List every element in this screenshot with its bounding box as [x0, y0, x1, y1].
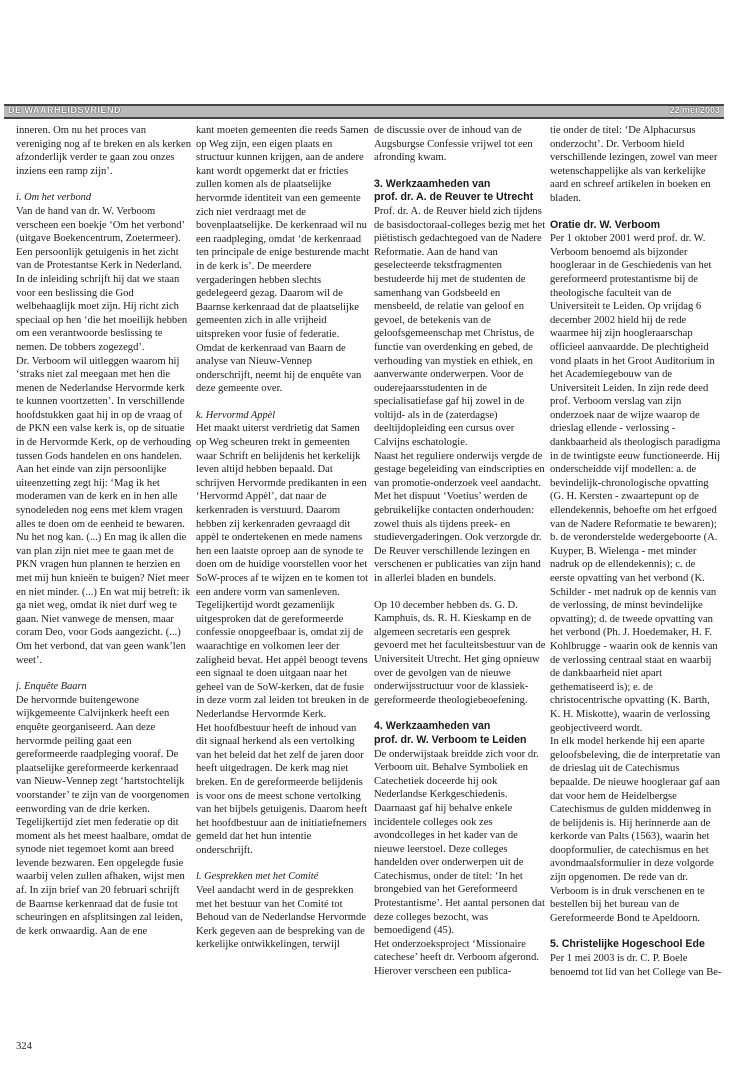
section-heading-oratie: Oratie dr. W. Verboom	[550, 218, 661, 231]
paragraph: In elk model herkende hij een aparte geloofsbeleving, die de interpretatie van de drieslag uit de Catechismus bepaalde. De nieuwe hoogleraar gaf aan dat voor hem de Heidelbergse Catechismus de gulden middenweg in de belijdenis is. Hij herinnerde aan de kerkorde van Palts (1563), waarin het doopformulier, de catechismus en het avondmaalsformulier in deze volgorde zijn opgenomen. De rede van dr. Verboom is in druk verschenen en te bestellen bij het bureau van de Gereformeerde Bond te Apeldoorn.	[550, 736, 721, 924]
subsection-heading-j: j. Enquête Baarn	[16, 681, 87, 693]
paragraph: kant moeten gemeenten die reeds Samen op Weg zijn, een eigen plaats en structuur kunnen krijgen, aan de andere kant wordt opgemerkt dat er fricties zullen komen als de plaatselijke hervormde identiteit van een gemeente zich niet verdraagt met de bovenplaatselijke. De kerkenraad wil nu een raadpleging, omdat ‘de kerkenraad ten principale de enige besturende macht in de kerk is’. De meerdere vergaderingen hebben slechts gedelegeerd gezag. Daarom wil de Baarnse kerkenraad dat de plaatselijke gemeenten zich in alle vrijheid uitspreken voor fusie of federatie. Omdat de kerkenraad van Baarn de analyse van Nieuw-Vennep onderschrijft, neemt hij de enquête van deze gemeente over.	[196, 125, 370, 395]
section-heading-3	[374, 178, 546, 205]
paragraph: Veel aandacht werd in de gesprekken met het bestuur van het Comité tot Behoud van de Nederlandse Hervormde Kerk gegeven aan de bespreking van de kerkelijke ontwikkelingen, terwijl	[196, 885, 367, 951]
paragraph: Het onderzoeksproject ‘Missionaire catechese’ heeft dr. Verboom afgerond. Hierover verscheen een publica-	[374, 938, 539, 978]
subsection-heading-k: k. Hervormd Appèl	[196, 409, 276, 421]
paragraph: De hervormde buitengewone wijkgemeente Calvijnkerk heeft een enquête georganiseerd. Aan deze hervormde peiling gaat een gereformeerde raadpleging vooraf. De plaatselijke gereformeerde kerkenraad van Nieuw-Vennep zegt ‘hartstochtelijk voorstander’ te zijn van de voorgenomen eenwording van de drie kerken. Tegelijkertijd ziet men federatie op dit moment als het meest haalbare, omdat de synode niet tegemoet komt aan breed levende bezwaren. Een opgelegde fusie waarbij velen zullen afhaken, wijst men af. In zijn brief van 20 februari schrijft de Baarnse kerkenraad dat de fusie tot scheuringen en afsplitsingen zal leiden, de kerk onwaardig. Aan de ene	[16, 694, 192, 937]
subsection-heading-i: i. Om het verbond	[16, 192, 92, 204]
paragraph: Dr. Verboom wil uitleggen waarom hij ‘straks niet zal meegaan met hen die menen de Nederlandse Hervormde kerk te kunnen voortzetten’. In verschillende hoofdstukken gaat hij in op de vraag of de PKN een valse kerk is, op de situatie in de Hervormde Kerk, op de verhouding tussen Gods handelen en ons handelen. Aan het einde van zijn persoonlijke uiteenzetting zegt hij: ‘Mag ik het moderamen van de kerk en in hen alle synodeleden nog eens met klem vragen alles te doen om de eenheid te bewaren. Nu het nog kan. (...) En mag ik allen die van plan zijn niet mee te gaan met de PKN vragen hun plannen te herzien en met mij hun knieën te buigen? Niet meer en niet minder. (...) En wat mij betreft: ik ga niet weg, omdat ik niet durf weg te gaan. Niet vanwege de mensen, maar coram Deo, voor Gods aangezicht. (...) Om het verbond, dat van geen wank’len weet’.	[16, 355, 192, 666]
subsection-heading-l: l. Gesprekken met het Comité	[196, 871, 319, 883]
section-heading-subtitle: prof. dr. W. Verboom te Leiden	[374, 733, 527, 746]
section-heading-4	[374, 720, 546, 747]
paragraph: de discussie over de inhoud van de Augsburgse Confessie vrijwel tot een afronding kwam.	[374, 125, 533, 164]
section-heading-5: 5. Christelijke Hogeschool Ede	[550, 938, 705, 951]
paragraph: tie onder de titel: ‘De Alphacursus onderzocht’. Dr. Verboom hield verschillende lezingen, zowel van meer wetenschappelijke als van kerkelijke aard en schreef artikelen in boeken en bladen.	[550, 125, 718, 204]
issue-date: 22 mei 2003	[669, 105, 720, 115]
masthead: DE WAARHEIDSVRIEND	[8, 105, 122, 115]
page-number: 324	[16, 1041, 32, 1052]
paragraph: Op 10 december hebben ds. G. D. Kamphuis, ds. R. H. Kieskamp en de algemeen secretaris een gesprek gevoerd met het faculteitsbestuur van de Universiteit Utrecht. Het ging opnieuw over de gevolgen van de nieuwe onderwijsstructuur voor de klassiek-gereformeerde theologiebeoefening.	[374, 599, 546, 706]
section-heading-title: 4. Werkzaamheden van	[374, 720, 491, 733]
paragraph: Per 1 mei 2003 is dr. C. P. Boele benoemd tot lid van het College van Be-	[550, 953, 722, 978]
section-heading-title: 3. Werkzaamheden van	[374, 177, 491, 190]
column-1	[16, 124, 192, 1039]
paragraph: Van de hand van dr. W. Verboom verscheen een boekje ‘Om het verbond’ (uitgave Boekencentrum, Zoetermeer). Een persoonlijk getuigenis in het zicht van de Protestantse Kerk in Nederland. In de inleiding schrijft hij dat we staan voor een beslissing die God welbehaaglijk moet zijn. Hij richt zich speciaal op hen ‘die het moeilijk hebben om een verantwoorde beslissing te nemen. De tobbers zogezegd’.	[16, 205, 188, 353]
paragraph: inneren. Om nu het proces van vereniging nog af te breken en als kerken afzonderlijk verder te gaan zou onzes inziens een ramp zijn’.	[16, 125, 192, 177]
section-heading-subtitle: prof. dr. A. de Reuver te Utrecht	[374, 191, 534, 204]
paragraph: Het hoofdbestuur heeft de inhoud van dit signaal herkend als een vertolking van het beleid dat het zelf de jaren door heeft uitgedragen. De kerk mag niet breken. En de gereformeerde belijdenis is voor ons de meest schone vertolking van het bijbels getuigenis. Daarom heeft het hoofdbestuur aan de initiatiefnemers gemeld dat het hun intentie onderschrijft.	[196, 722, 368, 856]
paragraph: De onderwijstaak breidde zich voor dr. Verboom uit. Behalve Symboliek en Catechetiek doceerde hij ook Nederlandse Kerkgeschiedenis. Daarnaast gaf hij behalve enkele incidentele colleges ook zes avondcolleges in het kader van de nieuwe leerstoel. Deze colleges handelden over onderwerpen uit de Catechismus, onder de titel: ‘In het brongebied van het Gereformeerd Protestantisme’. Het aantal personen dat deze colleges bezocht, was bemoedigend (45).	[374, 748, 545, 937]
paragraph: Prof. dr. A. de Reuver hield zich tijdens de basisdoctoraal-colleges bezig met het piëtistisch gedachtegoed van de Nadere Reformatie. Aan de hand van geselecteerde tekstfragmenten bestudeerde hij met de studenten de samenhang van Godsbeeld en mensbeeld, de relatie van geloof en gevoel, de betekenis van de geloofsgemeenschap met Christus, de functie van overdenking en gebed, de verhouding van mystiek en ethiek, en aanverwante onderwerpen. Voor de ouderejaarsstudenten in de specialisatiefase gaf hij zowel in de voltijd- als in de (zaterdagse) deeltijdopleiding een cursus over Calvijns eschatologie.	[374, 205, 546, 449]
column-4	[550, 124, 722, 1039]
paragraph: Naast het reguliere onderwijs vergde de gestage begeleiding van eindscripties en van promotie-onderzoek veel aandacht. Met het dispuut ‘Voetius’ werden de gebruikelijke contacten onderhouden: zowel thuis als tijdens preek- en studievergaderingen. Ook verzorgde dr. De Reuver verschillende lezingen en verschenen er publicaties van zijn hand in allerlei bladen en bundels.	[374, 450, 545, 584]
paragraph: Het maakt uiterst verdrietig dat Samen op Weg scheuren trekt in gemeenten waar Schrift en belijdenis het kerkelijk leven altijd hebben bepaald. Dat schrijven Hervormde predikanten in een ‘Hervormd Appèl’, dat naar de kerkenraden is verstuurd. Daarom hebben zij kerkenraden gevraagd dit appèl te ondertekenen en mede namens hen een laatste oproep aan de synode te doen om de huidige voorstellen voor het SoW-proces af te wijzen en te komen tot een andere vorm van samenleven. Tegelijkertijd wordt gezamenlijk uitgesproken dat de gereformeerde confessie onopgeefbaar is, omdat zij de waarachtige en volkomen leer der zaligheid bevat. Het appèl beoogt tevens een signaal te doen uitgaan naar het geheel van de SoW-kerken, dat de fusie in deze vorm zal leiden tot breuken in de Nederlandse Hervormde Kerk.	[196, 423, 369, 720]
column-2	[196, 124, 370, 1039]
column-3	[374, 124, 546, 1039]
paragraph: Per 1 oktober 2001 werd prof. dr. W. Verboom benoemd als bijzonder hoogleraar in de Geschiedenis van het gereformeerd protestantisme bij de theologische faculteit van de Universiteit te Leiden. Op vrijdag 6 december 2002 hield hij de rede waarmee hij zijn hoogleraarschap officieel aanvaardde. De plechtigheid vond plaats in het Groot Auditorium in het Academiegebouw van de Universiteit Leiden. In zijn rede deed prof. Verboom verslag van zijn onderzoek naar de wijze waarop de drieslag ellende - verlossing - dankbaarheid als theologisch paradigma in de twintigste eeuw functioneerde. Hij onderscheidde vijf modellen: a. de bevindelijk-chronologische opvatting (G. H. Kersten - zwaartepunt op de ellendekennis, behoefte om het erfgoed van de Nadere Reformatie te bewaren); b. de veronderstelde wedergeboorte (A. Kuyper, B. Wielenga - met minder nadruk op de ellendekennis); c. de eerste opvatting van het verbond (K. Schilder - met nadruk op de kennis van de verlossing, de minst bevindelijke opvatting); d. de tweede opvatting van het verbond (Ph. J. Hoedemaker, H. F. Kohlbrugge - waarin ook de kennis van de verlossing centraal staat en waarbij de dankbaarheid niet apart gethematiseerd is); e. de christocentrische opvatting (K. Barth, K. H. Miskotte), waarin de verlossing geobjectiveerd wordt.	[550, 233, 721, 734]
